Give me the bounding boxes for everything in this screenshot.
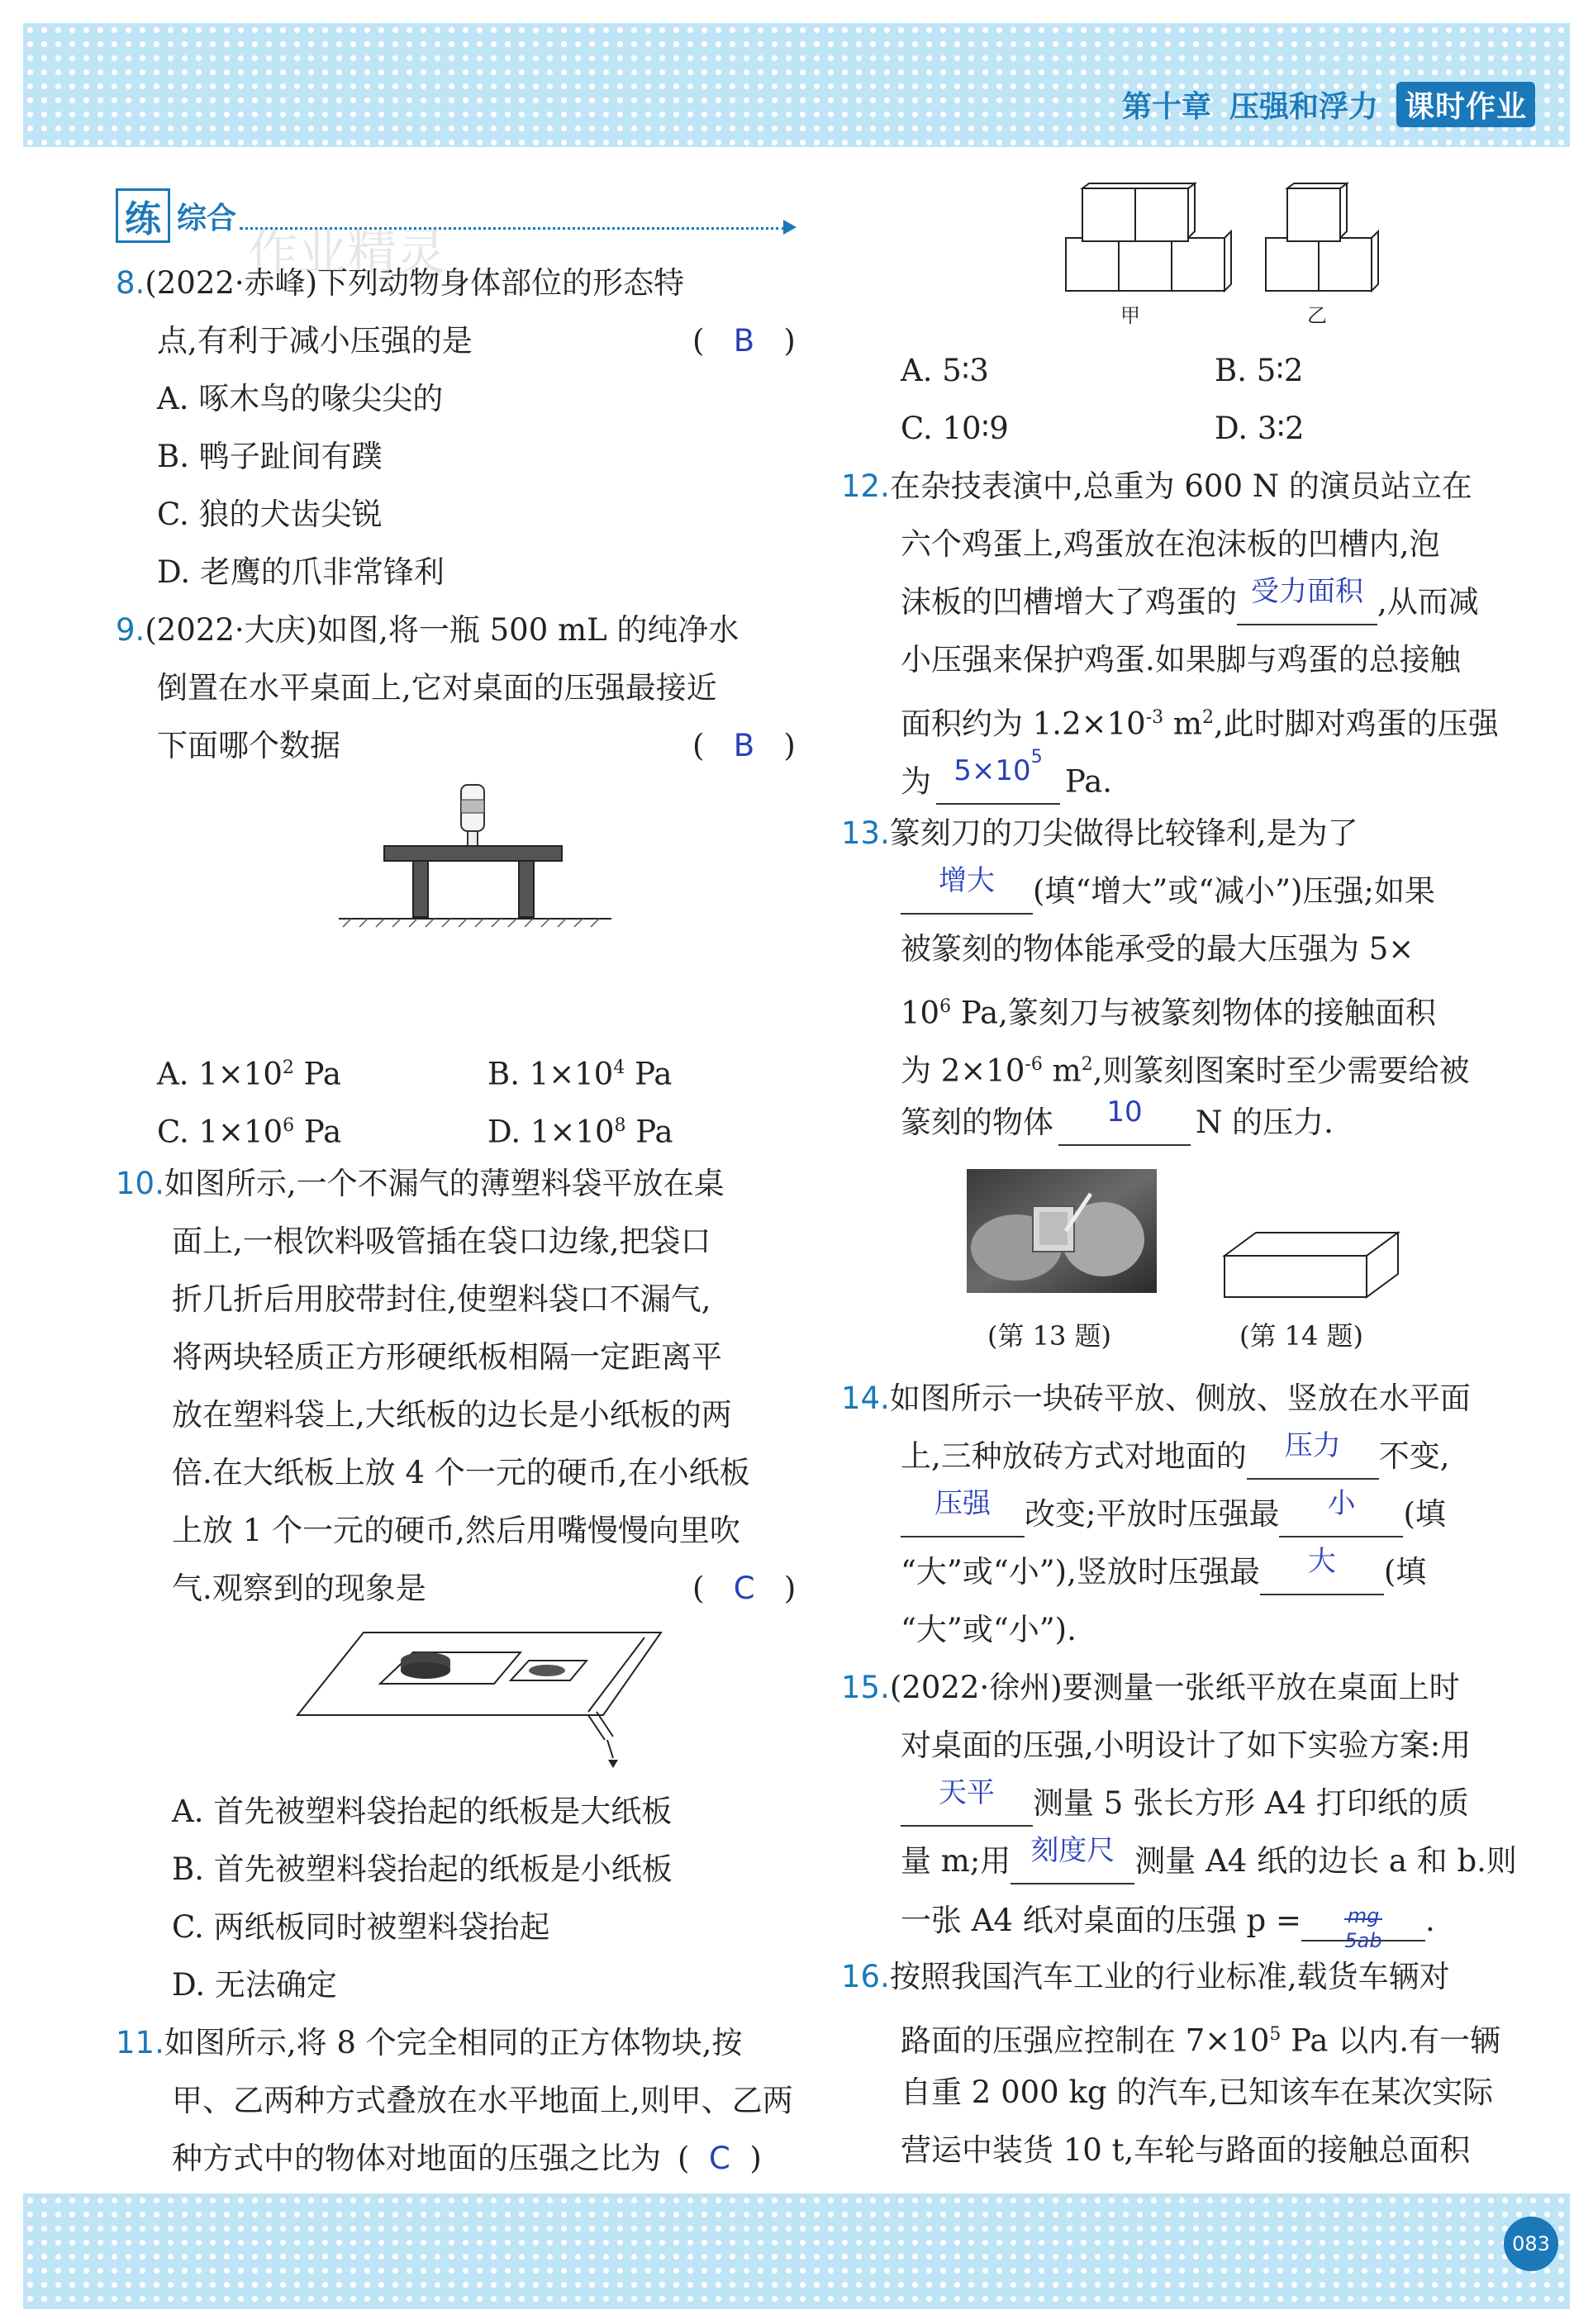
q10-line8: 气.观察到的现象是 <box>172 1571 426 1606</box>
chapter-number: 第十章 <box>1121 89 1211 124</box>
q8-option-c: C. 狼的犬齿尖锐 <box>157 497 383 532</box>
chapter-title: 压强和浮力 <box>1229 89 1378 124</box>
q9-option-a: A. $1\times 10^2$ Pa <box>157 1056 341 1092</box>
q14-line2: 上,三种放砖方式对地面的 压力 不变, <box>901 1436 1450 1480</box>
q10-line6: 倍.在大纸板上放 4 个一元的硬币,在小纸板 <box>172 1455 750 1490</box>
q10-line1: 10.如图所示,一个不漏气的薄塑料袋平放在桌 <box>116 1166 725 1201</box>
q12-line1: 12.在杂技表演中,总重为 600 N 的演员站立在 <box>841 468 1472 504</box>
q16-line4: 营运中装货 10 t,车轮与路面的接触总面积 <box>901 2132 1471 2168</box>
q11-line3: 种方式中的物体对地面的压强之比为 <box>172 2141 661 2176</box>
q11-answer: ( C ) <box>678 2141 762 2176</box>
q13-line2: 增大 (填“增大”或“减小”)压强;如果 <box>901 871 1435 915</box>
q13-line4: $10^6$ Pa,篆刻刀与被篆刻物体的接触面积 <box>901 995 1436 1031</box>
q8-answer: ( B ) <box>692 323 796 359</box>
q10-option-c: C. 两纸板同时被塑料袋抬起 <box>172 1909 550 1945</box>
q10-option-b: B. 首先被塑料袋抬起的纸板是小纸板 <box>172 1851 673 1887</box>
q14-line5: “大”或“小”). <box>901 1612 1077 1647</box>
q15-line4: 量 m;用 刻度尺 测量 A4 纸的边长 a 和 b.则 <box>901 1841 1517 1884</box>
q13-line6: 篆刻的物体 10 N 的压力. <box>901 1102 1334 1146</box>
q10-line4: 将两块轻质正方形硬纸板相隔一定距离平 <box>172 1339 722 1375</box>
q11-line1: 11.如图所示,将 8 个完全相同的正方体物块,按 <box>116 2025 743 2060</box>
watermark: 作业精灵 <box>248 224 446 282</box>
q12-line4: 小压强来保护鸡蛋.如果脚与鸡蛋的总接触 <box>901 642 1461 677</box>
q8-line2: 点,有利于减小压强的是 <box>157 323 473 359</box>
q11-option-c: C. 10∶9 <box>901 411 1009 446</box>
q10-line3: 折几折后用胶带封住,使塑料袋口不漏气, <box>172 1281 711 1317</box>
section-arrow-head <box>783 220 796 235</box>
q9-figure-bottle-on-table <box>339 785 611 967</box>
q13-caption: (第 13 题) <box>987 1320 1112 1352</box>
q8-line1: 8.(2022·赤峰)下列动物身体部位的形态特 <box>116 265 685 301</box>
q9-option-b: B. $1\times 10^4$ Pa <box>487 1056 673 1092</box>
q15-line5: 一张 A4 纸对桌面的压强 p = mg 5ab . <box>901 1899 1435 1941</box>
q8-option-a: A. 啄木鸟的喙尖尖的 <box>157 381 444 416</box>
q10-answer: ( C ) <box>692 1571 796 1606</box>
q9-line2: 倒置在水平桌面上,它对桌面的压强最接近 <box>157 670 717 706</box>
q11-option-a: A. 5∶3 <box>901 353 989 388</box>
q11-option-b: B. 5∶2 <box>1215 353 1304 388</box>
q13-line3: 被篆刻的物体能承受的最大压强为 5× <box>901 931 1415 967</box>
q14-caption: (第 14 题) <box>1239 1320 1364 1352</box>
chapter-header <box>1122 81 1535 127</box>
q11-option-d: D. 3∶2 <box>1215 411 1305 446</box>
q9-option-c: C. $1\times 10^6$ Pa <box>157 1114 342 1150</box>
footer-dot-band <box>23 2193 1570 2309</box>
q15-line3: 天平 测量 5 张长方形 A4 打印纸的质 <box>901 1783 1469 1827</box>
q9-line3: 下面哪个数据 <box>157 728 340 763</box>
q10-line5: 放在塑料袋上,大纸板的边长是小纸板的两 <box>172 1397 732 1433</box>
q10-figure-plastic-bag <box>297 1626 661 1766</box>
q8-option-b: B. 鸭子趾间有蹼 <box>157 439 383 474</box>
q12-line3: 沫板的凹槽增大了鸡蛋的 受力面积 ,从而减 <box>901 582 1479 625</box>
q13-photo-seal-carving <box>967 1169 1157 1293</box>
q16-line2: 路面的压强应控制在 $7\times 10^5$ Pa 以内.有一辆 <box>901 2022 1500 2059</box>
homework-badge: 课时作业 <box>1396 82 1535 127</box>
q15-line1: 15.(2022·徐州)要测量一张纸平放在桌面上时 <box>841 1670 1460 1705</box>
q8-option-d: D. 老鹰的爪非常锋利 <box>157 554 445 590</box>
q12-line6: 为 $5\times 10^5Pa$. <box>901 755 1112 805</box>
q13-line1: 13.篆刻刀的刀尖做得比较锋利,是为了 <box>841 815 1358 851</box>
q14-line1: 14.如图所示一块砖平放、侧放、竖放在水平面 <box>841 1381 1471 1416</box>
q10-line7: 上放 1 个一元的硬币,然后用嘴慢慢向里吹 <box>172 1513 740 1548</box>
q11-figure-label-b: 乙 <box>1307 304 1327 327</box>
page-number: 083 <box>1504 2217 1558 2271</box>
section-tag <box>116 188 236 243</box>
q14-line4: “大”或“小”),竖放时压强最 大 (填 <box>901 1552 1426 1595</box>
q9-option-d: D. $1\times 10^8$ Pa <box>487 1114 673 1150</box>
q16-line3: 自重 2 000 kg 的汽车,已知该车在某次实际 <box>901 2074 1494 2110</box>
q9-line1: 9.(2022·大庆)如图,将一瓶 500 mL 的纯净水 <box>116 612 739 648</box>
q15-line2: 对桌面的压强,小明设计了如下实验方案:用 <box>901 1728 1472 1763</box>
section-mark: 练 <box>116 188 170 243</box>
q10-line2: 面上,一根饮料吸管插在袋口边缘,把袋口 <box>172 1224 711 1259</box>
q10-option-d: D. 无法确定 <box>172 1967 337 2003</box>
q11-figure-label-a: 甲 <box>1120 304 1140 327</box>
section-label: 综合 <box>177 201 237 235</box>
q9-answer: ( B ) <box>692 728 796 763</box>
q16-line1: 16.按照我国汽车工业的行业标准,载货车辆对 <box>841 1959 1450 1994</box>
q14-figure-brick <box>1223 1231 1405 1301</box>
q11-line2: 甲、乙两种方式叠放在水平地面上,则甲、乙两 <box>172 2083 793 2118</box>
q13-line5: 为 $2\times 10^{-6}$ $m^2$,则篆刻图案时至少需要给被 <box>901 1053 1470 1089</box>
q10-option-a: A. 首先被塑料袋抬起的纸板是大纸板 <box>172 1794 673 1829</box>
q12-line5: 面积约为 $1.2\times 10^{-3}$ $m^2$,此时脚对鸡蛋的压强 <box>901 706 1499 742</box>
q12-line2: 六个鸡蛋上,鸡蛋放在泡沫板的凹槽内,泡 <box>901 526 1440 562</box>
q14-line3: 压强 改变;平放时压强最 小 (填 <box>901 1494 1446 1537</box>
q11-figure-stacked-cubes <box>1058 183 1388 324</box>
